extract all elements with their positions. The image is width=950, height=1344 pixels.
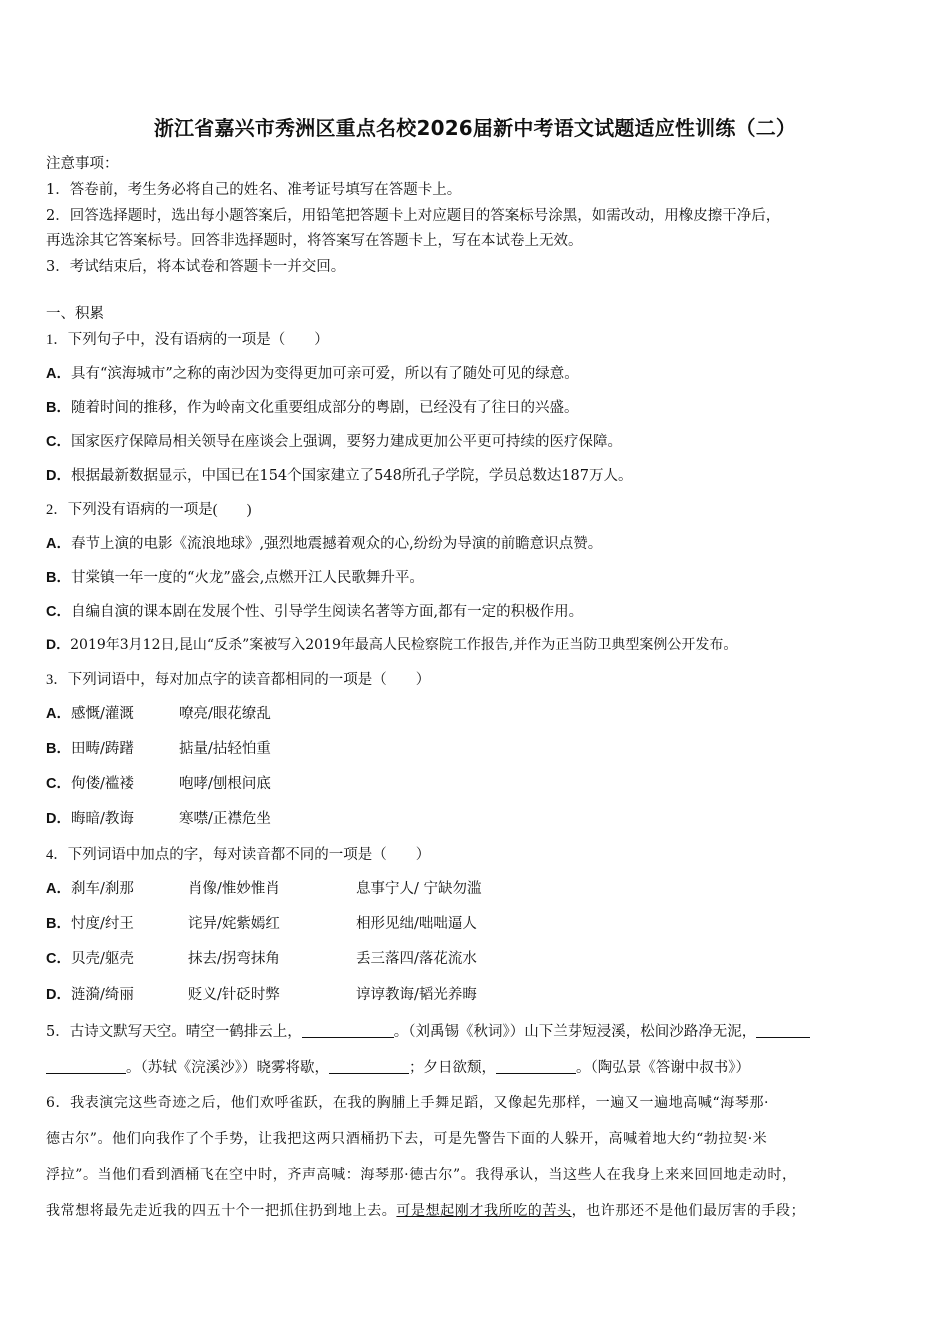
- option-word-2: 抹去/拐弯抹角: [187, 951, 280, 967]
- answer-blank[interactable]: [496, 1059, 576, 1074]
- q2-option-c: [46, 600, 583, 621]
- q5-line-1: [46, 1020, 810, 1041]
- option-letter: B．: [46, 570, 71, 586]
- passage-text: ，也许那还不是他们最厉害的手段；: [571, 1203, 806, 1219]
- q4-option-b: [46, 912, 477, 933]
- option-word-3: 相形见绌/咄咄逼人: [355, 916, 477, 932]
- q5-text-1: 5．古诗文默写天空。晴空一鹤排云上，: [46, 1024, 302, 1040]
- option-text: 随着时间的推移，作为岭南文化重要组成部分的粤剧，已经没有了往日的兴盛。: [70, 400, 579, 416]
- q3-option-b: [46, 737, 271, 758]
- option-word-2: 掂量/拈轻怕重: [178, 741, 271, 757]
- q6-passage-line-2: 德古尔”。他们向我作了个手势，让我把这两只酒桶扔下去，可是先警告下面的人躲开，高喊着地大约“勃拉契·米: [46, 1131, 768, 1147]
- q1-option-a: [46, 362, 579, 383]
- option-word-2: 咆哮/刨根问底: [178, 776, 271, 792]
- option-letter: A．: [46, 881, 71, 897]
- option-letter: D．: [46, 987, 71, 1003]
- option-word-1: 田畴/踌躇: [70, 741, 134, 757]
- q1-option-b: [46, 396, 578, 417]
- option-word-1: 涟漪/绮丽: [70, 987, 134, 1003]
- option-letter: B．: [46, 400, 71, 416]
- option-word-2: 诧异/姹紫嫣红: [187, 916, 280, 932]
- option-word-2: 肖像/惟妙惟肖: [187, 881, 280, 897]
- option-letter: D．: [46, 468, 71, 484]
- option-text: 根据最新数据显示，中国已在154个国家建立了548所孔子学院，学员总数达187万人。: [70, 468, 633, 484]
- answer-blank[interactable]: [46, 1059, 126, 1074]
- q1-option-d: [46, 464, 633, 485]
- page-title: 浙江省嘉兴市秀洲区重点名校2026届新中考语文试题适应性训练（二）: [153, 116, 797, 140]
- option-letter: B．: [46, 741, 71, 757]
- section-heading: 一、积累: [46, 306, 104, 322]
- notice-heading: 注意事项：: [46, 156, 119, 172]
- option-word-2: 贬义/针砭时弊: [187, 987, 280, 1003]
- q6-passage-line-1: 6．我表演完这些奇迹之后，他们欢呼雀跃，在我的胸脯上手舞足蹈，又像起先那样，一遍又一遍地高喊“海琴那·: [46, 1095, 770, 1111]
- q2-option-b: [46, 566, 424, 587]
- notice-item-1: 1．答卷前，考生务必将自己的姓名、准考证号填写在答题卡上。: [46, 182, 462, 198]
- option-word-1: 忖度/纣王: [70, 916, 134, 932]
- option-word-3: 丢三落四/落花流水: [355, 951, 477, 967]
- option-word-1: 刹车/刹那: [70, 881, 134, 897]
- q6-passage-line-3: 浮拉”。当他们看到酒桶飞在空中时，齐声高喊：海琴那·德古尔”。我得承认，当这些人在我身上来来回回地走动时，: [46, 1167, 797, 1183]
- notice-item-3: 3．考试结束后，将本试卷和答题卡一并交回。: [46, 259, 346, 275]
- q5-text-4: ；夕日欲颓，: [409, 1060, 496, 1076]
- option-letter: A．: [46, 366, 71, 382]
- option-word-1: 佝偻/褴褛: [70, 776, 134, 792]
- option-word-1: 感慨/灌溉: [70, 706, 134, 722]
- passage-text: 我常想将最先走近我的四五十个一把抓住扔到地上去。: [46, 1203, 397, 1219]
- q1-option-c: [46, 430, 622, 451]
- answer-blank[interactable]: [302, 1023, 394, 1038]
- option-text: 甘棠镇一年一度的“火龙”盛会,点燃开江人民歌舞升平。: [70, 570, 424, 586]
- option-letter: A．: [46, 706, 71, 722]
- q4-option-d: [46, 983, 477, 1004]
- option-word-2: 嘹亮/眼花缭乱: [178, 706, 271, 722]
- q2-option-d: [46, 634, 737, 654]
- q4-stem: 4．下列词语中加点的字，每对读音都不同的一项是（ ）: [46, 847, 431, 863]
- option-letter: D．: [46, 811, 71, 827]
- answer-blank[interactable]: [756, 1023, 810, 1038]
- q5-text-3: 。（苏轼《浣溪沙》）晓雾将歇，: [126, 1060, 329, 1076]
- option-text: 具有“滨海城市”之称的南沙因为变得更加可亲可爱，所以有了随处可见的绿意。: [70, 366, 579, 382]
- option-letter: C．: [46, 604, 71, 620]
- option-letter: C．: [46, 776, 71, 792]
- option-letter: C．: [46, 951, 71, 967]
- option-text: 2019年3月12日,昆山“反杀”案被写入2019年最高人民检察院工作报告,并作为正当防卫典型案例公开发布。: [70, 637, 738, 653]
- underlined-sentence: 可是想起刚才我所吃的苦头: [396, 1203, 572, 1219]
- option-letter: D．: [46, 636, 71, 652]
- option-word-3: 谆谆教诲/韬光养晦: [355, 987, 477, 1003]
- option-word-3: 息事宁人/ 宁缺勿滥: [355, 881, 482, 897]
- q3-stem: 3．下列词语中，每对加点字的读音都相同的一项是（ ）: [46, 672, 431, 688]
- q5-text-2: 。（刘禹锡《秋词》）山下兰芽短浸溪，松间沙路净无泥，: [393, 1024, 757, 1040]
- q6-passage-line-4: [46, 1200, 805, 1220]
- q5-line-2: [46, 1056, 750, 1077]
- q3-option-a: [46, 702, 271, 723]
- q4-option-c: [46, 947, 477, 968]
- option-text: 自编自演的课本剧在发展个性、引导学生阅读名著等方面,都有一定的积极作用。: [70, 604, 584, 620]
- option-word-1: 贝壳/躯壳: [70, 951, 134, 967]
- q2-option-a: [46, 532, 602, 553]
- option-word-2: 寒噤/正襟危坐: [178, 811, 271, 827]
- option-letter: C．: [46, 434, 71, 450]
- option-letter: A．: [46, 536, 71, 552]
- q2-stem: 2．下列没有语病的一项是( ): [46, 502, 252, 518]
- q3-option-d: [46, 807, 271, 828]
- q1-stem: 1．下列句子中，没有语病的一项是（ ）: [46, 332, 329, 348]
- answer-blank[interactable]: [329, 1059, 409, 1074]
- q4-option-a: [46, 877, 481, 898]
- option-letter: B．: [46, 916, 71, 932]
- q3-option-c: [46, 772, 271, 793]
- option-word-1: 晦暗/教诲: [70, 811, 134, 827]
- notice-item-2-cont: 再选涂其它答案标号。回答非选择题时，将答案写在答题卡上，写在本试卷上无效。: [46, 233, 583, 249]
- option-text: 春节上演的电影《流浪地球》,强烈地震撼着观众的心,纷纷为导演的前瞻意识点赞。: [70, 536, 603, 552]
- notice-item-2: 2．回答选择题时，选出每小题答案后，用铅笔把答题卡上对应题目的答案标号涂黑，如需改动，用橡皮擦干净后，: [46, 208, 781, 224]
- option-text: 国家医疗保障局相关领导在座谈会上强调，要努力建成更加公平更可持续的医疗保障。: [70, 434, 622, 450]
- q5-text-5: 。（陶弘景《答谢中叔书》）: [576, 1060, 750, 1076]
